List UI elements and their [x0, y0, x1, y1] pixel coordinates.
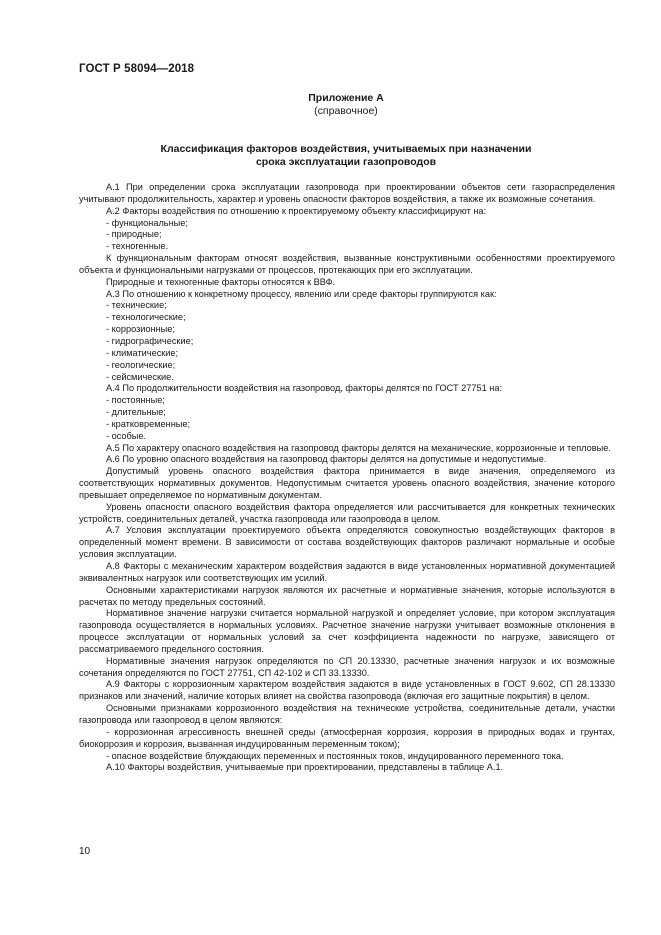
list-item: - технические; [106, 300, 167, 311]
paragraph: Допустимый уровень опасного воздействия фактора принимается в виде значения, определяемого из соответствующих нормативных документов. Недопустимым считается уровень опасного воздействия, значение которого превышает определяемое по нормативным документам. [79, 466, 615, 500]
list-item: - геологические; [106, 359, 176, 370]
annex-heading [0, 92, 661, 118]
list-item: - технологические; [106, 312, 186, 323]
paragraph: А.8 Факторы с механическим характером воздействия задаются в виде установленных нормативной документацией эквивалентных нагрузок или соответствующих им усилий. [79, 561, 615, 583]
paragraph: Нормативное значение нагрузки считается нормальной нагрузкой и определяет условие, при котором эксплуатация газопровода осуществляется в нормальных условиях. Расчетное значение нагрузки учитывает возможные отклонения в процессе эксплуатации от нормальных условий за счет коэффициента надежности по нагрузке, зависящего от рассматриваемого предельного состояния. [79, 608, 615, 654]
section-title-line-2: срока эксплуатации газопроводов [255, 156, 437, 168]
paragraph: - коррозионная агрессивность внешней среды (атмосферная коррозия, коррозия в природных водах и грунтах, биокоррозия и коррозия, вызванная индуцированным переменным током); [79, 726, 615, 749]
page-number: 10 [79, 846, 91, 857]
paragraph: Уровень опасности опасного воздействия фактора определяется или рассчитывается для конкретных технических устройств, соединительных деталей, участка газопровода или газопровода в целом. [79, 501, 615, 524]
paragraph: А.5 По характеру опасного воздействия на газопровод факторы делятся на механические, коррозионные и тепловые. [106, 442, 611, 453]
list-item: - длительные; [106, 407, 166, 418]
list-item: - техногенные. [106, 241, 169, 252]
list-item: - климатические; [106, 347, 179, 358]
paragraph: - опасное воздействие блуждающих переменных и постоянных токов, индуцированного переменного тока. [106, 750, 564, 761]
body-text [79, 182, 615, 774]
document-id-header: ГОСТ Р 58094—2018 [79, 63, 195, 75]
paragraph: А.7 Условия эксплуатации проектируемого объекта определяются совокупностью воздействующих факторов в определенный момент времени. В зависимости от состава воздействующих факторов различают нормальные и особые условия эксплуатации. [79, 525, 615, 560]
paragraph: А.1 При определении срока эксплуатации газопровода при проектировании объектов сети газораспределения учитывают продолжительность, характер и уровень опасности факторов воздействия, а также их возможные сочетания. [79, 182, 615, 204]
list-item: - гидрографические; [106, 335, 194, 346]
paragraph: Природные и техногенные факторы относятся к ВВФ. [106, 276, 336, 287]
list-item: - природные; [106, 229, 162, 240]
paragraph: А.4 По продолжительности воздействия на газопровод, факторы делятся по ГОСТ 27751 на: [106, 383, 503, 394]
list-item: - функциональные; [106, 217, 188, 228]
paragraph: А.9 Факторы с коррозионным характером воздействия задаются в виде установленных в ГОСТ 9.602, СП 28.13330 признаков или значений, наличие которых влияет на свойства газопровода (включая его защитные покрытия) в целом. [79, 679, 615, 702]
paragraph: А.6 По уровню опасного воздействия на газопровод факторы делятся на допустимые и недопустимые. [106, 454, 547, 465]
paragraph: А.10 Факторы воздействия, учитываемые при проектировании, представлены в таблице А.1. [106, 762, 504, 773]
paragraph: Нормативные значения нагрузок определяются по СП 20.13330, расчетные значения нагрузок и их возможные сочетания определяются по ГОСТ 27751, СП 42-102 и СП 33.13330. [79, 655, 615, 678]
annex-title: Приложение А [308, 92, 384, 104]
paragraph: А.2 Факторы воздействия по отношению к проектируемому объекту классифицируют на: [106, 205, 487, 216]
list-item: - кратковременные; [106, 418, 191, 429]
list-item: - коррозионные; [106, 324, 175, 335]
paragraph: К функциональным факторам относят воздействия, вызванные конструктивными особенностями проектируемого объекта и функциональными нагрузками от процессов, протекающих при его эксплуатации. [79, 253, 615, 275]
section-title-line-1: Классификация факторов воздействия, учитываемых при назначении [160, 143, 532, 155]
annex-subtitle: (справочное) [314, 105, 378, 117]
section-title [0, 143, 661, 169]
list-item: - постоянные; [106, 395, 165, 406]
paragraph: Основными характеристиками нагрузок являются их расчетные и нормативные значения, которые используются в расчетах по методу предельных состояний. [79, 584, 615, 607]
list-item: - особые. [106, 430, 147, 441]
paragraph: Основными признаками коррозионного воздействия на технические устройства, соединительные детали, участки газопровода или газопровод в целом являются: [79, 703, 615, 725]
list-item: - сейсмические. [106, 371, 174, 382]
paragraph: А.3 По отношению к конкретному процессу, явлению или среде факторы группируются как: [106, 288, 497, 299]
